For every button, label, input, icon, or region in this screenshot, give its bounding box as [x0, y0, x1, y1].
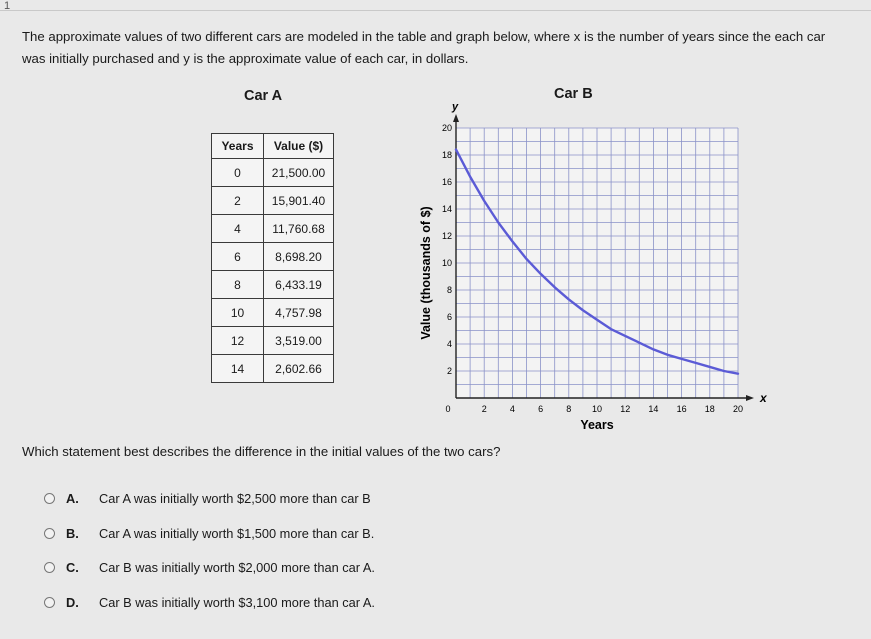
x-tick-label: 10: [591, 404, 603, 414]
y-tick-label: 20: [441, 123, 452, 133]
choice-d[interactable]: [44, 595, 375, 630]
y-tick-label: 14: [441, 204, 452, 214]
choice-c-text: Car B was initially worth $2,000 more than car A.: [99, 560, 375, 575]
years-cell: 10: [212, 299, 264, 327]
value-cell: 3,519.00: [264, 327, 334, 355]
radio-c[interactable]: [44, 562, 55, 573]
value-header: Value ($): [264, 134, 334, 159]
answer-choices: [44, 491, 375, 629]
value-cell: 21,500.00: [264, 159, 334, 187]
table-row: [212, 215, 334, 243]
car-a-table: [211, 133, 334, 383]
y-tick-label: 16: [441, 177, 452, 187]
table-row: [212, 327, 334, 355]
x-tick-label: 16: [676, 404, 687, 414]
radio-b[interactable]: [44, 528, 55, 539]
y-tick-label: 4: [446, 339, 452, 349]
radio-a[interactable]: [44, 493, 55, 504]
table-row: [212, 271, 334, 299]
years-cell: 8: [212, 271, 264, 299]
choice-b-letter: B.: [66, 525, 79, 541]
problem-prompt: The approximate values of two different cars are modeled in the table and graph below, where x is the number of years since the each car was initially purchased and y is the approximate value of each car, in dollars.: [22, 29, 826, 66]
table-row: [212, 159, 334, 187]
x-tick-label: 2: [481, 404, 487, 414]
years-cell: 14: [212, 355, 264, 383]
value-cell: 15,901.40: [264, 187, 334, 215]
car-a-title: Car A: [244, 88, 283, 104]
table-header-row: [212, 134, 334, 159]
table-row: [212, 299, 334, 327]
origin-label: 0: [445, 404, 451, 414]
y-tick-label: 10: [441, 258, 452, 268]
years-cell: 4: [212, 215, 264, 243]
x-tick-label: 4: [509, 404, 515, 414]
x-tick-label: 20: [732, 404, 744, 414]
years-header: Years: [212, 134, 264, 159]
table-row: [212, 243, 334, 271]
choice-a-text: Car A was initially worth $2,500 more than car B: [99, 491, 371, 506]
y-tick-label: 6: [446, 312, 452, 322]
choice-c[interactable]: [44, 560, 375, 595]
years-cell: 6: [212, 243, 264, 271]
value-cell: 4,757.98: [264, 299, 334, 327]
table-row: [212, 355, 334, 383]
y-tick-label: 12: [441, 231, 452, 241]
x-axis-arrow: [746, 395, 754, 401]
question-text: Which statement best describes the difference in the initial values of the two cars?: [22, 444, 501, 459]
value-cell: 11,760.68: [264, 215, 334, 243]
value-cell: 8,698.20: [264, 243, 334, 271]
y-axis-title: Value (thousands of $): [419, 206, 433, 340]
y-tick-label: 8: [446, 285, 452, 295]
value-cell: 2,602.66: [264, 355, 334, 383]
table-row: [212, 187, 334, 215]
x-tick-label: 12: [620, 404, 631, 414]
choice-d-text: Car B was initially worth $3,100 more than car A.: [99, 594, 375, 610]
question-number-mark: 1: [4, 0, 11, 12]
x-tick-label: 6: [538, 404, 544, 414]
y-axis-arrow: [453, 114, 459, 122]
x-tick-label: 8: [566, 404, 572, 414]
x-tick-label: 14: [648, 404, 659, 414]
x-axis-letter: x: [760, 391, 767, 405]
choice-a[interactable]: [44, 491, 375, 526]
x-tick-label: 18: [704, 404, 715, 414]
years-cell: 2: [212, 187, 264, 215]
choice-a-letter: A.: [66, 491, 79, 506]
y-tick-label: 2: [446, 366, 452, 376]
choice-b-text: Car A was initially worth $1,500 more than car B.: [99, 525, 375, 541]
y-axis-letter: y: [452, 101, 459, 113]
years-cell: 12: [212, 327, 264, 355]
radio-d[interactable]: [44, 597, 55, 608]
top-divider: [0, 10, 871, 11]
y-tick-label: 18: [441, 150, 452, 160]
car-b-title: Car B: [554, 86, 593, 102]
choice-b[interactable]: [44, 526, 375, 561]
years-cell: 0: [212, 159, 264, 187]
choice-c-letter: C.: [66, 560, 79, 575]
car-b-graph: [400, 96, 780, 436]
x-axis-title: Years: [580, 418, 614, 432]
value-cell: 6,433.19: [264, 271, 334, 299]
choice-d-letter: D.: [66, 594, 79, 610]
